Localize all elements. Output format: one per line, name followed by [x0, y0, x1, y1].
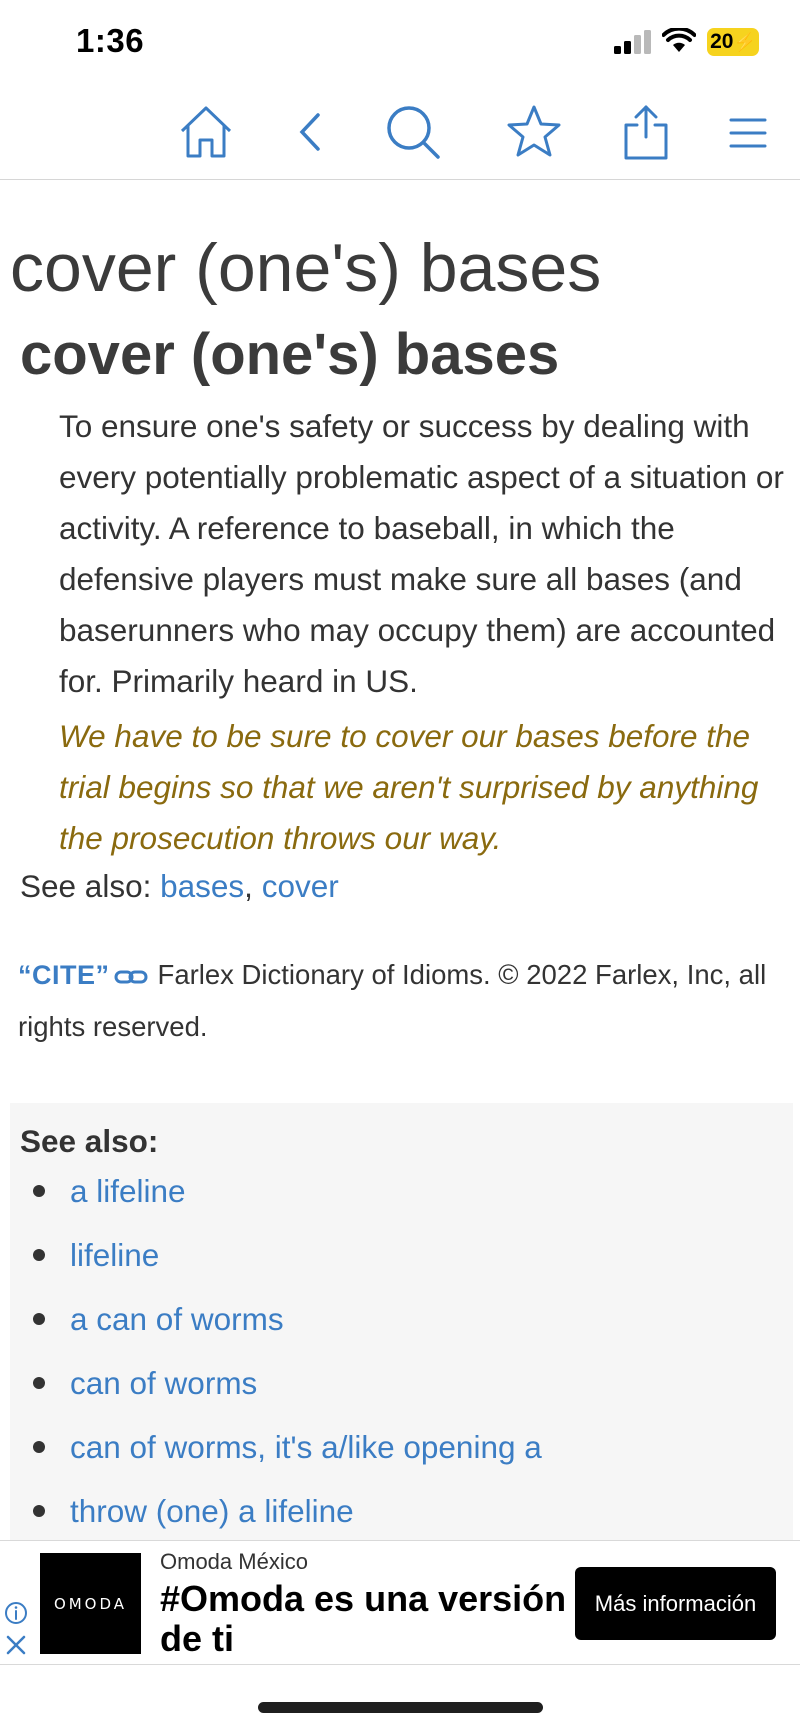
list-item [10, 1169, 793, 1233]
cite-button[interactable] [18, 950, 148, 1001]
battery-level: 20 [710, 30, 734, 53]
clock: 1:36 [76, 22, 145, 59]
search-button[interactable] [381, 100, 445, 164]
cite-label: “CITE” [18, 960, 110, 990]
see-also-link-bases[interactable]: bases [160, 868, 245, 904]
citation [18, 949, 778, 1052]
back-button[interactable] [279, 100, 343, 164]
star-icon [505, 103, 563, 161]
ad-close-icon[interactable] [4, 1633, 28, 1657]
ad-info-icon[interactable] [4, 1601, 28, 1625]
page-title: cover (one's) bases [10, 230, 602, 306]
cellular-signal-icon [614, 30, 652, 54]
see-also-item-link[interactable]: a lifeline [70, 1173, 186, 1209]
see-also-separator: , [244, 868, 253, 904]
bullet-icon [33, 1313, 45, 1325]
example-sentence: We have to be sure to cover our bases before the trial begins so that we aren't surprised by anything the prosecution throws our way. [59, 718, 759, 856]
ad-headline[interactable]: #Omoda es una versión de ti [160, 1578, 567, 1659]
see-also-item-link[interactable]: can of worms [70, 1365, 258, 1401]
ad-logo-text: OMODA [53, 1594, 128, 1613]
search-icon [384, 103, 442, 161]
see-also-label: See also: [20, 868, 152, 904]
bullet-icon [33, 1441, 45, 1453]
bullet-icon [33, 1249, 45, 1261]
wifi-icon [662, 28, 696, 54]
share-icon [617, 103, 675, 161]
share-button[interactable] [614, 100, 678, 164]
see-also-list [10, 1169, 793, 1553]
home-button[interactable] [174, 100, 238, 164]
ad-logo[interactable] [40, 1553, 141, 1654]
see-also-item-link[interactable]: can of worms, it's a/like opening a [70, 1429, 542, 1465]
list-item [10, 1297, 793, 1361]
list-item [10, 1233, 793, 1297]
ad-banner[interactable] [0, 1540, 800, 1665]
bullet-icon [33, 1505, 45, 1517]
battery-indicator [707, 28, 759, 56]
entry-headword: cover (one's) bases [20, 322, 560, 387]
back-icon [282, 103, 340, 161]
list-item [10, 1361, 793, 1425]
bullet-icon [33, 1377, 45, 1389]
definition-text: To ensure one's safety or success by dealing with every potentially problematic aspect of a situation or activity. A reference to baseball, in which the defensive players must make sure all bases (and baserunners who may occupy them) are accounted for. Primarily heard in US. [59, 408, 784, 699]
home-indicator[interactable] [258, 1702, 543, 1713]
status-bar [0, 0, 800, 88]
citation-text: Farlex Dictionary of Idioms. © 2022 Farlex, Inc, all rights reserved. [18, 959, 767, 1042]
chain-link-icon [114, 969, 148, 985]
see-also-link-cover[interactable]: cover [261, 868, 339, 904]
home-icon [177, 103, 235, 161]
see-also-panel-title: See also: [20, 1123, 159, 1159]
menu-button[interactable] [716, 100, 780, 164]
favorite-button[interactable] [502, 100, 566, 164]
ad-cta-button[interactable]: Más información [575, 1567, 776, 1640]
see-also-item-link[interactable]: throw (one) a lifeline [70, 1493, 354, 1529]
see-also-panel [10, 1103, 793, 1548]
bullet-icon [33, 1185, 45, 1197]
see-also-inline [20, 868, 339, 905]
see-also-item-link[interactable]: lifeline [70, 1237, 160, 1273]
list-item [10, 1425, 793, 1489]
see-also-item-link[interactable]: a can of worms [70, 1301, 284, 1337]
browser-toolbar [0, 88, 800, 180]
ad-brand: Omoda México [160, 1549, 308, 1574]
charging-bolt-icon: ⚡ [733, 32, 756, 52]
menu-icon [719, 103, 777, 161]
